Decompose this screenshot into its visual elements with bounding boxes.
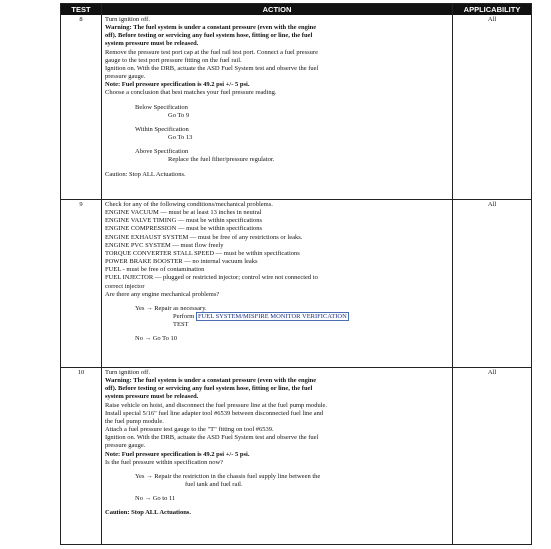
verification-test-link[interactable]: FUEL SYSTEM/MISFIRE MONITOR VERIFICATION xyxy=(197,313,347,321)
action-line: Turn ignition off. xyxy=(105,16,150,23)
goto-step: Go To 9 xyxy=(168,111,190,119)
warning-line: system pressure must be released. xyxy=(105,393,199,401)
caution-line: Caution: Stop ALL Actuations. xyxy=(105,509,191,517)
warning-line: off). Before testing or servicing any fuel system hose, fitting or line, the fuel xyxy=(105,32,313,40)
no-answer: No → Go to 11 xyxy=(135,495,176,503)
yes-answer: Yes → Repair the restriction in the chassis fuel supply line between the xyxy=(135,472,321,480)
conclusion-label: Within Specification xyxy=(135,125,189,133)
condition-line: ENGINE COMPRESSION — must be within specifications xyxy=(105,225,263,233)
yes-answer-continuation: fuel tank and fuel rail. xyxy=(185,481,243,489)
action-line: pressure gauge. xyxy=(105,442,146,450)
condition-line: ENGINE VACUUM — must be at least 13 inches in neutral xyxy=(105,209,262,217)
conclusion-label: Above Specification xyxy=(135,148,189,156)
yes-answer: Yes → Repair as necessary. xyxy=(135,304,207,312)
condition-line: FUEL - must be free of contamination xyxy=(105,266,205,274)
goto-step: Go To 13 xyxy=(168,134,193,142)
warning-line: system pressure must be released. xyxy=(105,40,199,48)
action-line: Remove the pressure test port cap at the fuel rail test port. Connect a fuel pressure xyxy=(105,48,318,56)
perform-label: Perform xyxy=(173,313,195,321)
procedure-table xyxy=(60,3,532,545)
action-line: Install special 5/16" fuel line adapter tool #6539 between disconnected fuel line and xyxy=(105,409,324,417)
action-text xyxy=(105,16,449,179)
action-line: the fuel pump module. xyxy=(105,417,164,425)
table-row xyxy=(61,15,531,199)
header-applicability: APPLICABILITY xyxy=(463,5,521,14)
test-number: 10 xyxy=(77,369,85,376)
action-text xyxy=(105,201,449,344)
test-number: 8 xyxy=(79,16,83,23)
condition-line: FUEL INJECTOR — plugged or restricted injector; control wire not connected to xyxy=(105,274,318,282)
warning-line: Warning: The fuel system is under a constant pressure (even with the engine xyxy=(105,24,317,32)
action-line: Turn ignition off. xyxy=(105,369,150,376)
action-line: pressure gauge. xyxy=(105,73,146,81)
action-line: Raise vehicle on hoist, and disconnect the fuel pressure line at the fuel pump module. xyxy=(105,401,328,409)
table-row xyxy=(61,368,531,545)
question-line: Are there any engine mechanical problems? xyxy=(105,290,220,298)
link-continuation: TEST xyxy=(173,321,189,329)
action-line: Ignition on. With the DRB, actuate the ASD Fuel System test and observe the fuel xyxy=(105,64,319,72)
applicability-value: All xyxy=(487,201,497,208)
caution-line: Caution: Stop ALL Actuations. xyxy=(105,170,186,178)
applicability-value: All xyxy=(487,369,497,376)
condition-line: TORQUE CONVERTER STALL SPEED — must be within specifications xyxy=(105,249,300,257)
header-action: ACTION xyxy=(262,5,292,14)
action-text xyxy=(105,369,449,518)
note-line: Note: Fuel pressure specification is 49.2 psi +/- 5 psi. xyxy=(105,450,250,458)
header-test: TEST xyxy=(71,5,91,14)
test-number: 9 xyxy=(79,201,83,208)
no-answer: No → Go To 10 xyxy=(135,335,178,343)
applicability-value: All xyxy=(487,16,497,23)
condition-line: ENGINE PVC SYSTEM — must flow freely xyxy=(105,241,224,249)
note-line: Note: Fuel pressure specification is 49.2 psi +/- 5 psi. xyxy=(105,81,250,89)
conclusion-label: Below Specification xyxy=(135,103,188,111)
action-line: gauge to the test port pressure fitting on the fuel rail. xyxy=(105,56,242,64)
action-line: Choose a conclusion that best matches your fuel pressure reading. xyxy=(105,89,277,97)
question-line: Is the fuel pressure within specification now? xyxy=(105,458,224,466)
warning-line: off). Before testing or servicing any fuel system hose, fitting or line, the fuel xyxy=(105,385,313,393)
conclusion-action: Replace the fuel filter/pressure regulator. xyxy=(168,156,275,164)
condition-line: ENGINE VALVE TIMING — must be within specifications xyxy=(105,217,263,225)
condition-line: POWER BRAKE BOOSTER — no internal vacuum leaks xyxy=(105,258,258,266)
action-line: Check for any of the following conditions/mechanical problems. xyxy=(105,201,273,208)
condition-line: ENGINE EXHAUST SYSTEM — must be free of any restrictions or leaks. xyxy=(105,233,303,241)
warning-line: Warning: The fuel system is under a constant pressure (even with the engine xyxy=(105,377,317,385)
table-row xyxy=(61,200,531,367)
action-line: Attach a fuel pressure test gauge to the "T" fitting on tool #6539. xyxy=(105,426,274,434)
action-line: Ignition on. With the DRB, actuate the ASD Fuel System test and observe the fuel xyxy=(105,434,319,442)
table-header xyxy=(61,4,531,15)
condition-line: correct injector xyxy=(105,282,145,290)
